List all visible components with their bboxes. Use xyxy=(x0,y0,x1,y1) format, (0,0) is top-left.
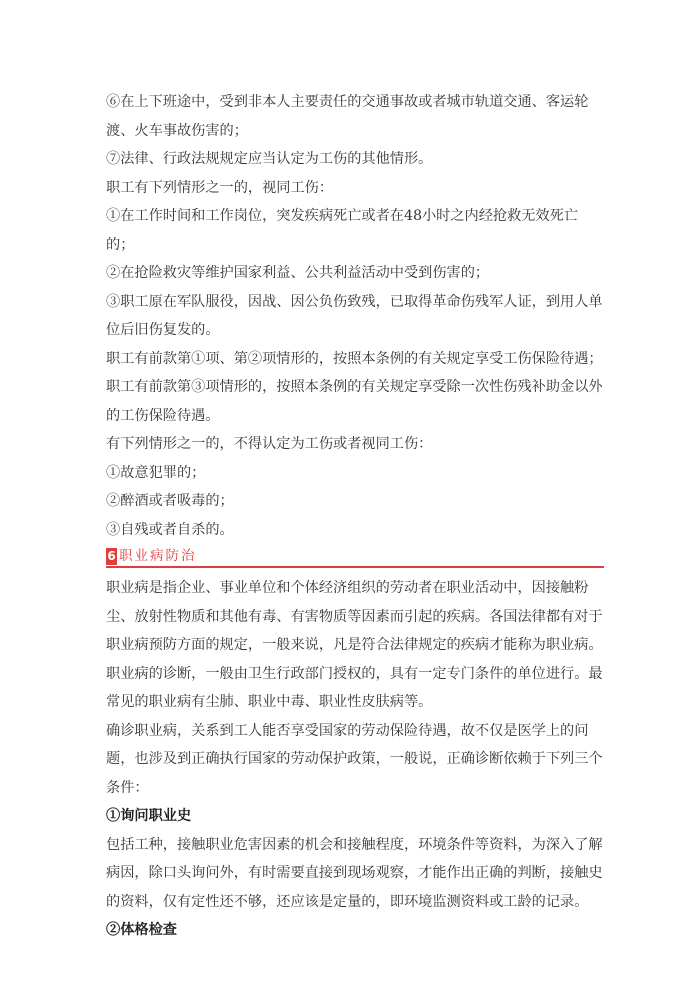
section-number-badge: 6 xyxy=(107,549,116,563)
paragraph-diagnosis-conditions: 确诊职业病，关系到工人能否享受国家的劳动保险待遇，故不仅是医学上的问题，也涉及到正确执行国家的劳动保护政策，一般说，正确诊断依赖于下列三个条件： xyxy=(106,722,603,796)
paragraph-occupational-disease-definition: 职业病是指企业、事业单位和个体经济组织的劳动者在职业活动中，因接触粉尘、放射性物质和其他有毒、有害物质等因素而引起的疾病。各国法律都有对于职业病预防方面的规定，一般来说，凡是符合法律规定的疾病才能称为职业病。职业病的诊断，一般由卫生行政部门授权的，具有一定专门条件的单位进行。最常见的职业病有尘肺、职业中毒、职业性皮肤病等。 xyxy=(106,580,603,710)
subheading-occupational-history: ①询问职业史 xyxy=(106,808,192,824)
paragraph-item-6: ⑥在上下班途中，受到非本人主要责任的交通事故或者城市轨道交通、客运轮渡、火车事故伤害的； xyxy=(106,94,589,139)
paragraph-deemed-item-3: ③职工原在军队服役，因战、因公负伤致残，已取得革命伤残军人证，到用人单位后旧伤复发的。 xyxy=(106,293,603,338)
paragraph-benefits: 职工有前款第①项、第②项情形的，按照本条例的有关规定享受工伤保险待遇；职工有前款第③项情形的，按照本条例的有关规定享受除一次性伤残补助金以外的工伤保险待遇。 xyxy=(106,350,603,424)
paragraph-exclusions-intro: 有下列情形之一的，不得认定为工伤或者视同工伤： xyxy=(106,436,433,452)
subheading-physical-exam: ②体格检查 xyxy=(106,922,177,938)
paragraph-exclusion-3: ③自残或者自杀的。 xyxy=(106,521,234,538)
paragraph-deemed-item-1: ①在工作时间和工作岗位，突发疾病死亡或者在48小时之内经抢救无效死亡的； xyxy=(106,208,579,253)
paragraph-exclusion-1: ①故意犯罪的； xyxy=(106,464,206,481)
section-heading xyxy=(106,547,604,568)
paragraph-deemed-item-2: ②在抢险救灾等维护国家利益、公共利益活动中受到伤害的； xyxy=(106,265,490,281)
paragraph-occupational-history: 包括工种，接触职业危害因素的机会和接触程度，环境条件等资料，为深入了解病因，除口头询问外，有时需要直接到现场观察，才能作出正确的判断，接触史的资料，仅有定性还不够，还应该是定量的，即环境监测资料或工龄的记录。 xyxy=(106,836,603,910)
paragraph-item-7: ⑦法律、行政法规规定应当认定为工伤的其他情形。 xyxy=(106,151,433,167)
section-title: 职业病防治 xyxy=(119,548,197,565)
paragraph-exclusion-2: ②醉酒或者吸毒的； xyxy=(106,493,234,509)
paragraph-deemed-injury-intro: 职工有下列情形之一的，视同工伤： xyxy=(106,179,334,196)
document-body xyxy=(106,88,604,945)
